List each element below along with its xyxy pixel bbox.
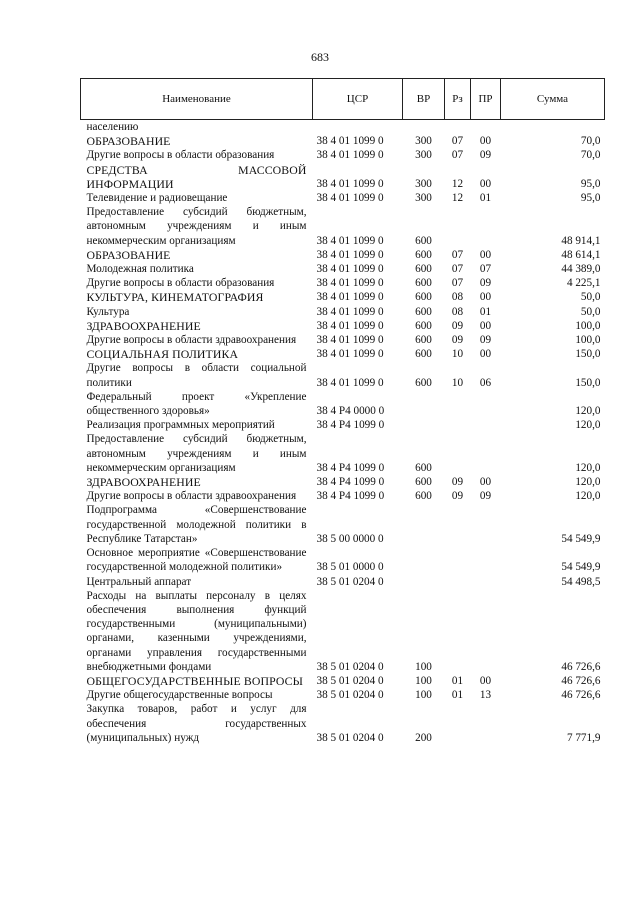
cell-pr	[471, 418, 501, 432]
cell-name	[81, 475, 313, 489]
row-name-text: ОБРАЗОВАНИЕ	[86, 134, 171, 149]
cell-rz: 08	[451, 305, 464, 318]
table-row	[81, 347, 605, 361]
table-row	[81, 305, 605, 319]
cell-sum: 100,0	[575, 334, 601, 347]
row-name-text: Другие вопросы в области здравоохранения	[86, 334, 297, 347]
cell-sum: 54 549,9	[561, 561, 601, 574]
row-name-text: СРЕДСТВА МАССОВОЙ ИНФОРМАЦИИ	[86, 162, 307, 191]
cell-csr: 38 4 P4 1099 0	[316, 490, 385, 503]
cell-vr	[403, 575, 445, 589]
cell-rz: 09	[451, 319, 464, 332]
cell-name	[81, 333, 313, 347]
page-number: 683	[311, 50, 329, 64]
cell-vr: 100	[415, 689, 432, 702]
cell-rz: 07	[451, 277, 464, 290]
cell-csr: 38 4 01 1099 0	[316, 149, 384, 162]
cell-sum: 150,0	[575, 376, 601, 389]
table-row	[81, 361, 605, 389]
cell-csr: 38 4 P4 1099 0	[316, 476, 385, 489]
cell-rz: 01	[451, 674, 464, 687]
cell-name	[81, 589, 313, 674]
cell-pr	[471, 702, 501, 745]
cell-sum: 100,0	[575, 319, 601, 332]
cell-pr: 00	[479, 476, 492, 489]
cell-csr: 38 4 01 1099 0	[316, 319, 384, 332]
table-body	[81, 120, 605, 745]
cell-csr: 38 4 P4 1099 0	[316, 461, 385, 474]
cell-sum: 120,0	[575, 405, 601, 418]
cell-sum: 70,0	[580, 149, 601, 162]
cell-pr	[471, 546, 501, 574]
cell-vr: 600	[415, 376, 432, 389]
cell-pr: 00	[479, 248, 492, 261]
cell-pr: 06	[479, 376, 492, 389]
cell-sum: 120,0	[575, 419, 601, 432]
cell-csr: 38 5 00 0000 0	[316, 532, 384, 545]
cell-rz: 09	[451, 476, 464, 489]
cell-name	[81, 688, 313, 702]
cell-rz	[445, 418, 471, 432]
row-name-text: Предоставление субсидий бюджетным, автономным учреждениям и иным некоммерческим организациям	[86, 206, 307, 247]
cell-rz: 08	[451, 291, 464, 304]
cell-rz: 10	[451, 348, 464, 361]
cell-sum: 46 726,6	[561, 689, 601, 702]
table-row	[81, 120, 605, 135]
cell-sum: 46 726,6	[561, 674, 601, 687]
table-row	[81, 702, 605, 745]
cell-rz: 07	[451, 135, 464, 148]
cell-name	[81, 290, 313, 304]
cell-sum: 46 726,6	[561, 660, 601, 673]
cell-vr: 600	[415, 234, 432, 247]
cell-csr: 38 4 01 1099 0	[316, 376, 384, 389]
cell-name	[81, 361, 313, 389]
cell-rz: 09	[451, 490, 464, 503]
cell-name	[81, 432, 313, 475]
cell-sum: 95,0	[580, 192, 601, 205]
cell-csr: 38 4 01 1099 0	[316, 348, 384, 361]
cell-name	[81, 575, 313, 589]
cell-csr	[313, 120, 403, 135]
table-row	[81, 163, 605, 191]
cell-name	[81, 276, 313, 290]
cell-pr: 00	[479, 319, 492, 332]
cell-sum: 120,0	[575, 461, 601, 474]
column-header-sum: Сумма	[501, 79, 605, 120]
cell-csr: 38 5 01 0204 0	[316, 689, 384, 702]
budget-table	[80, 78, 605, 745]
table-row	[81, 191, 605, 205]
cell-vr	[403, 390, 445, 418]
cell-csr: 38 4 01 1099 0	[316, 277, 384, 290]
row-name-text: Молодежная политика	[86, 263, 194, 276]
cell-vr: 600	[415, 263, 432, 276]
cell-sum: 120,0	[575, 490, 601, 503]
row-name-text: Другие вопросы в области образования	[86, 149, 275, 162]
cell-rz	[445, 432, 471, 475]
cell-csr: 38 4 01 1099 0	[316, 291, 384, 304]
cell-sum: 50,0	[580, 291, 601, 304]
cell-rz: 07	[451, 248, 464, 261]
cell-vr: 600	[415, 334, 432, 347]
cell-rz: 12	[451, 177, 464, 190]
row-name-text: Закупка товаров, работ и услуг для обеспечения государственных (муниципальных) нужд	[86, 703, 307, 744]
cell-vr: 600	[415, 461, 432, 474]
cell-rz	[445, 390, 471, 418]
cell-csr: 38 4 01 1099 0	[316, 263, 384, 276]
cell-rz: 12	[451, 192, 464, 205]
cell-sum	[501, 120, 605, 135]
table-row	[81, 688, 605, 702]
cell-csr: 38 4 P4 0000 0	[316, 405, 385, 418]
cell-pr	[471, 205, 501, 248]
table-row	[81, 134, 605, 148]
cell-sum: 48 914,1	[561, 234, 601, 247]
row-name-text: ЗДРАВООХРАНЕНИЕ	[86, 318, 201, 333]
row-name-text: ЗДРАВООХРАНЕНИЕ	[86, 475, 201, 490]
cell-name	[81, 674, 313, 688]
cell-name	[81, 702, 313, 745]
row-name-text: Центральный аппарат	[86, 575, 192, 588]
cell-vr: 600	[415, 319, 432, 332]
table-row	[81, 432, 605, 475]
cell-vr	[403, 120, 445, 135]
table-row	[81, 546, 605, 574]
table-row	[81, 575, 605, 589]
row-name-text: Другие общегосударственные вопросы	[86, 689, 273, 702]
cell-pr: 13	[479, 689, 492, 702]
row-name-text: СОЦИАЛЬНАЯ ПОЛИТИКА	[86, 347, 239, 362]
cell-rz	[445, 546, 471, 574]
cell-csr: 38 4 01 1099 0	[316, 177, 384, 190]
row-name-text: населению	[86, 121, 139, 133]
cell-pr	[471, 575, 501, 589]
cell-name	[81, 347, 313, 361]
row-name-text: КУЛЬТУРА, КИНЕМАТОГРАФИЯ	[86, 290, 264, 305]
cell-vr: 600	[415, 305, 432, 318]
cell-vr: 100	[415, 674, 432, 687]
cell-pr	[471, 589, 501, 674]
cell-csr: 38 5 01 0204 0	[316, 660, 384, 673]
table-row	[81, 205, 605, 248]
row-name-text: Телевидение и радиовещание	[86, 192, 228, 205]
cell-pr: 00	[479, 291, 492, 304]
cell-pr: 09	[479, 149, 492, 162]
cell-csr: 38 4 01 1099 0	[316, 135, 384, 148]
cell-name	[81, 546, 313, 574]
cell-sum: 54 549,9	[561, 532, 601, 545]
cell-sum: 70,0	[580, 135, 601, 148]
cell-csr: 38 5 01 0204 0	[316, 674, 384, 687]
cell-name	[81, 418, 313, 432]
row-name-text: Основное мероприятие «Совершенствование государственной молодежной политики»	[86, 547, 307, 574]
cell-pr: 00	[479, 348, 492, 361]
cell-csr: 38 5 01 0000 0	[316, 561, 384, 574]
row-name-text: Расходы на выплаты персоналу в целях обеспечения выполнения функций государственными (муниципальными) органами, казенными учреждениями, органами управления государственными внебюджетными фондами	[86, 589, 307, 673]
column-header-name: Наименование	[81, 79, 313, 120]
cell-pr	[471, 120, 501, 135]
cell-csr: 38 4 01 1099 0	[316, 305, 384, 318]
row-name-text: ОБРАЗОВАНИЕ	[86, 247, 171, 262]
cell-name	[81, 305, 313, 319]
cell-sum: 44 389,0	[561, 263, 601, 276]
cell-pr: 09	[479, 277, 492, 290]
cell-vr: 300	[415, 135, 432, 148]
cell-sum: 120,0	[575, 476, 601, 489]
cell-csr: 38 4 01 1099 0	[316, 192, 384, 205]
cell-csr: 38 4 01 1099 0	[316, 234, 384, 247]
cell-pr	[471, 390, 501, 418]
table-row	[81, 475, 605, 489]
table-row	[81, 276, 605, 290]
cell-pr: 00	[479, 135, 492, 148]
row-name-text: Другие вопросы в области социальной политики	[86, 362, 307, 389]
table-row	[81, 333, 605, 347]
cell-name	[81, 390, 313, 418]
cell-vr: 600	[415, 348, 432, 361]
cell-rz	[445, 503, 471, 546]
table-row	[81, 262, 605, 276]
cell-rz: 01	[451, 689, 464, 702]
table-row	[81, 503, 605, 546]
cell-vr: 600	[415, 248, 432, 261]
row-name-text: Реализация программных мероприятий	[86, 419, 275, 432]
cell-rz	[445, 120, 471, 135]
cell-pr: 01	[479, 305, 492, 318]
row-name-text: Федеральный проект «Укрепление общественного здоровья»	[86, 390, 307, 418]
table-row	[81, 248, 605, 262]
cell-csr: 38 4 01 1099 0	[316, 248, 384, 261]
cell-pr: 00	[479, 177, 492, 190]
column-header-rz: Рз	[445, 79, 471, 120]
cell-name	[81, 191, 313, 205]
table-row	[81, 589, 605, 674]
cell-sum: 50,0	[580, 305, 601, 318]
cell-pr: 09	[479, 334, 492, 347]
cell-vr: 600	[415, 476, 432, 489]
cell-name	[81, 134, 313, 148]
cell-name	[81, 120, 313, 135]
cell-vr: 100	[415, 660, 432, 673]
table-row	[81, 290, 605, 304]
row-name-text: Подпрограмма «Совершенствование государственной молодежной политики в Республике Татарстан»	[86, 504, 307, 545]
cell-csr: 38 5 01 0204 0	[316, 731, 384, 744]
cell-csr: 38 5 01 0204 0	[316, 575, 384, 588]
cell-sum: 150,0	[575, 348, 601, 361]
cell-rz: 10	[451, 376, 464, 389]
cell-pr	[471, 432, 501, 475]
cell-vr: 600	[415, 291, 432, 304]
cell-vr: 300	[415, 149, 432, 162]
table-row	[81, 319, 605, 333]
cell-rz	[445, 205, 471, 248]
cell-name	[81, 262, 313, 276]
cell-vr	[403, 503, 445, 546]
cell-rz: 09	[451, 334, 464, 347]
cell-pr: 01	[479, 192, 492, 205]
cell-sum: 54 498,5	[561, 575, 601, 588]
table-row	[81, 148, 605, 162]
row-name-text: Другие вопросы в области здравоохранения	[86, 490, 297, 503]
cell-vr	[403, 546, 445, 574]
cell-csr: 38 4 01 1099 0	[316, 334, 384, 347]
row-name-text: Культура	[86, 305, 130, 318]
column-header-vr: ВР	[403, 79, 445, 120]
cell-sum: 7 771,9	[566, 731, 601, 744]
cell-pr: 00	[479, 674, 492, 687]
table-row	[81, 418, 605, 432]
cell-name	[81, 205, 313, 248]
table-row	[81, 489, 605, 503]
cell-pr: 07	[479, 263, 492, 276]
cell-name	[81, 248, 313, 262]
cell-csr: 38 4 P4 1099 0	[316, 419, 385, 432]
cell-pr	[471, 503, 501, 546]
table-row	[81, 390, 605, 418]
cell-vr: 300	[415, 177, 432, 190]
cell-rz	[445, 575, 471, 589]
cell-name	[81, 319, 313, 333]
cell-vr: 300	[415, 192, 432, 205]
cell-sum: 48 614,1	[561, 248, 601, 261]
row-name-text: Предоставление субсидий бюджетным, автономным учреждениям и иным некоммерческим организациям	[86, 433, 307, 474]
cell-rz: 07	[451, 149, 464, 162]
cell-pr: 09	[479, 490, 492, 503]
row-name-text: Другие вопросы в области образования	[86, 277, 275, 290]
cell-vr: 600	[415, 277, 432, 290]
cell-vr: 600	[415, 490, 432, 503]
cell-vr: 200	[415, 731, 432, 744]
cell-name	[81, 489, 313, 503]
cell-rz	[445, 589, 471, 674]
cell-sum: 4 225,1	[566, 277, 601, 290]
column-header-pr: ПР	[471, 79, 501, 120]
column-header-csr: ЦСР	[313, 79, 403, 120]
cell-sum: 95,0	[580, 177, 601, 190]
table-header-row	[81, 79, 605, 120]
cell-name	[81, 148, 313, 162]
cell-rz: 07	[451, 263, 464, 276]
table-row	[81, 674, 605, 688]
cell-rz	[445, 702, 471, 745]
cell-vr	[403, 418, 445, 432]
cell-name	[81, 163, 313, 191]
cell-name	[81, 503, 313, 546]
row-name-text: ОБЩЕГОСУДАРСТВЕННЫЕ ВОПРОСЫ	[86, 673, 303, 688]
